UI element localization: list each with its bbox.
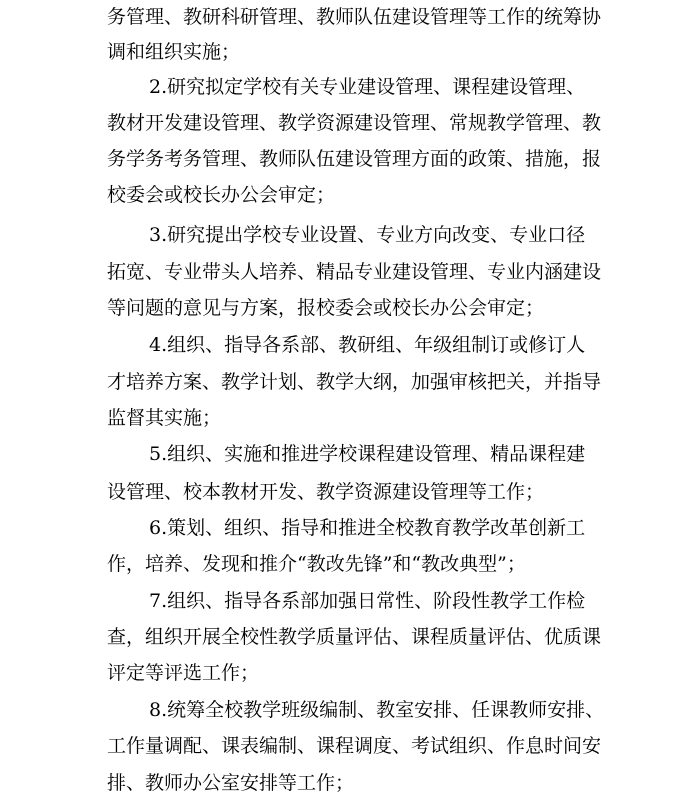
text-line: 调和组织实施； [107, 41, 241, 63]
text-line: 教材开发建设管理、教学资源建设管理、常规教学管理、教 [107, 112, 602, 134]
text-line: 才培养方案、教学计划、教学大纲，加强审核把关，并指导 [107, 371, 602, 393]
text-line: 监督其实施； [107, 407, 222, 429]
text-line: 拓宽、专业带头人培养、精品专业建设管理、专业内涵建设 [107, 261, 602, 283]
list-item-2-start: 2.研究拟定学校有关专业建设管理、课程建设管理、 [149, 76, 586, 98]
list-item-5-start: 5.组织、实施和推进学校课程建设管理、精品课程建 [149, 443, 586, 465]
text-line: 校委会或校长办公会审定； [107, 184, 336, 206]
list-item-3-start: 3.研究提出学校专业设置、专业方向改变、专业口径 [149, 224, 586, 246]
text-line: 设管理、校本教材开发、教学资源建设管理等工作； [107, 481, 545, 503]
text-line: 评定等评选工作； [107, 662, 260, 684]
list-item-6-start: 6.策划、组织、指导和推进全校教育教学改革创新工 [149, 517, 586, 539]
list-item-7-start: 7.组织、指导各系部加强日常性、阶段性教学工作检 [149, 590, 586, 612]
text-line: 作，培养、发现和推介“教改先锋”和“教改典型”； [107, 553, 526, 575]
list-item-8-start: 8.统筹全校教学班级编制、教室安排、任课教师安排、 [149, 699, 605, 721]
list-item-4-start: 4.组织、指导各系部、教研组、年级组制订或修订人 [149, 334, 586, 356]
text-line: 等问题的意见与方案，报校委会或校长办公会审定； [107, 297, 545, 319]
text-line: 排、教师办公室安排等工作； [107, 772, 355, 794]
text-line: 务管理、教研科研管理、教师队伍建设管理等工作的统筹协 [107, 6, 602, 28]
text-line: 工作量调配、课表编制、课程调度、考试组织、作息时间安 [107, 735, 602, 757]
text-line: 务学务考务管理、教师队伍建设管理方面的政策、措施，报 [107, 148, 602, 170]
text-line: 查，组织开展全校性教学质量评估、课程质量评估、优质课 [107, 626, 602, 648]
